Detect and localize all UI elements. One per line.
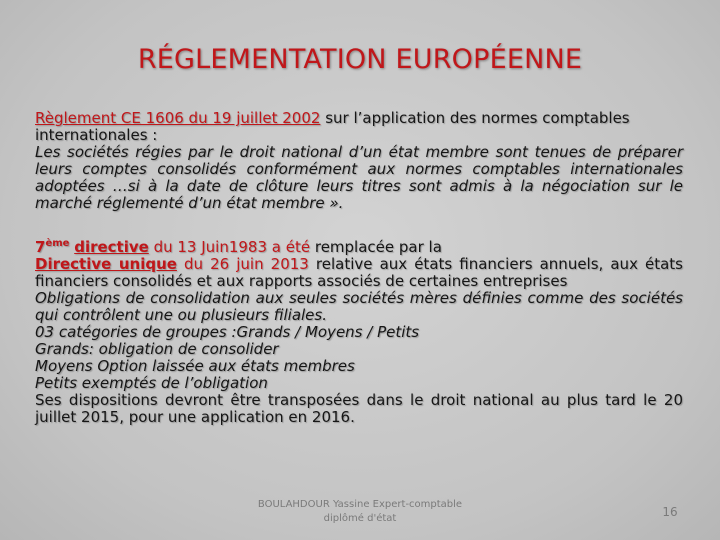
- footer-author-line-1: BOULAHDOUR Yassine Expert-comptable: [257, 499, 463, 510]
- single-directive-date: du 26 juin 2013: [184, 255, 309, 273]
- single-directive-text: relative aux états financiers annuels, aux états financiers consolidés et aux rapports associés de certaines entreprises: [35, 255, 684, 290]
- seventh-directive-number: 7ème: [35, 238, 70, 256]
- footer-author-line-2: diplômé d'état: [323, 513, 397, 524]
- single-directive-paragraph: [35, 256, 683, 290]
- regulation-block: [35, 110, 683, 212]
- seventh-directive-text: remplacée par la: [310, 238, 442, 256]
- regulation-intro-text-2: internationales :: [35, 126, 158, 144]
- directive-block: [35, 239, 683, 426]
- regulation-intro: [35, 110, 683, 144]
- page-number: 16: [662, 505, 678, 519]
- seventh-directive-line: [35, 239, 683, 256]
- single-directive-label: Directive unique: [35, 255, 177, 273]
- group-categories: 03 catégories de groupes :Grands / Moyens / Petits: [35, 323, 420, 341]
- seventh-directive-word: directive: [74, 238, 149, 256]
- medium-groups: Moyens Option laissée aux états membres: [35, 357, 355, 375]
- seventh-directive-date: du 13 Juin1983 a été: [153, 238, 311, 256]
- small-groups: Petits exemptés de l’obligation: [35, 374, 268, 392]
- consolidation-obligations: Obligations de consolidation aux seules sociétés mères définies comme des sociétés qui contrôlent une ou plusieurs filiales.: [35, 289, 683, 324]
- regulation-intro-text: sur l’application des normes comptables: [320, 109, 630, 127]
- regulation-reference: Règlement CE 1606 du 19 juillet 2002: [35, 109, 321, 127]
- large-groups: Grands: obligation de consolider: [35, 340, 279, 358]
- footer-author: [240, 498, 480, 526]
- slide-title: RÉGLEMENTATION EUROPÉENNE: [137, 44, 583, 75]
- transposition-deadline: Ses dispositions devront être transposées dans le droit national au plus tard le 20 juillet 2015, pour une application en 2016.: [35, 391, 683, 426]
- regulation-quote: Les sociétés régies par le droit national d’un état membre sont tenues de préparer leurs comptes consolidés conformément aux normes comptables internationales adoptées …si à la date de clôture leurs titres sont admis à la négociation sur le marché réglementé d’un état membre ».: [35, 143, 683, 212]
